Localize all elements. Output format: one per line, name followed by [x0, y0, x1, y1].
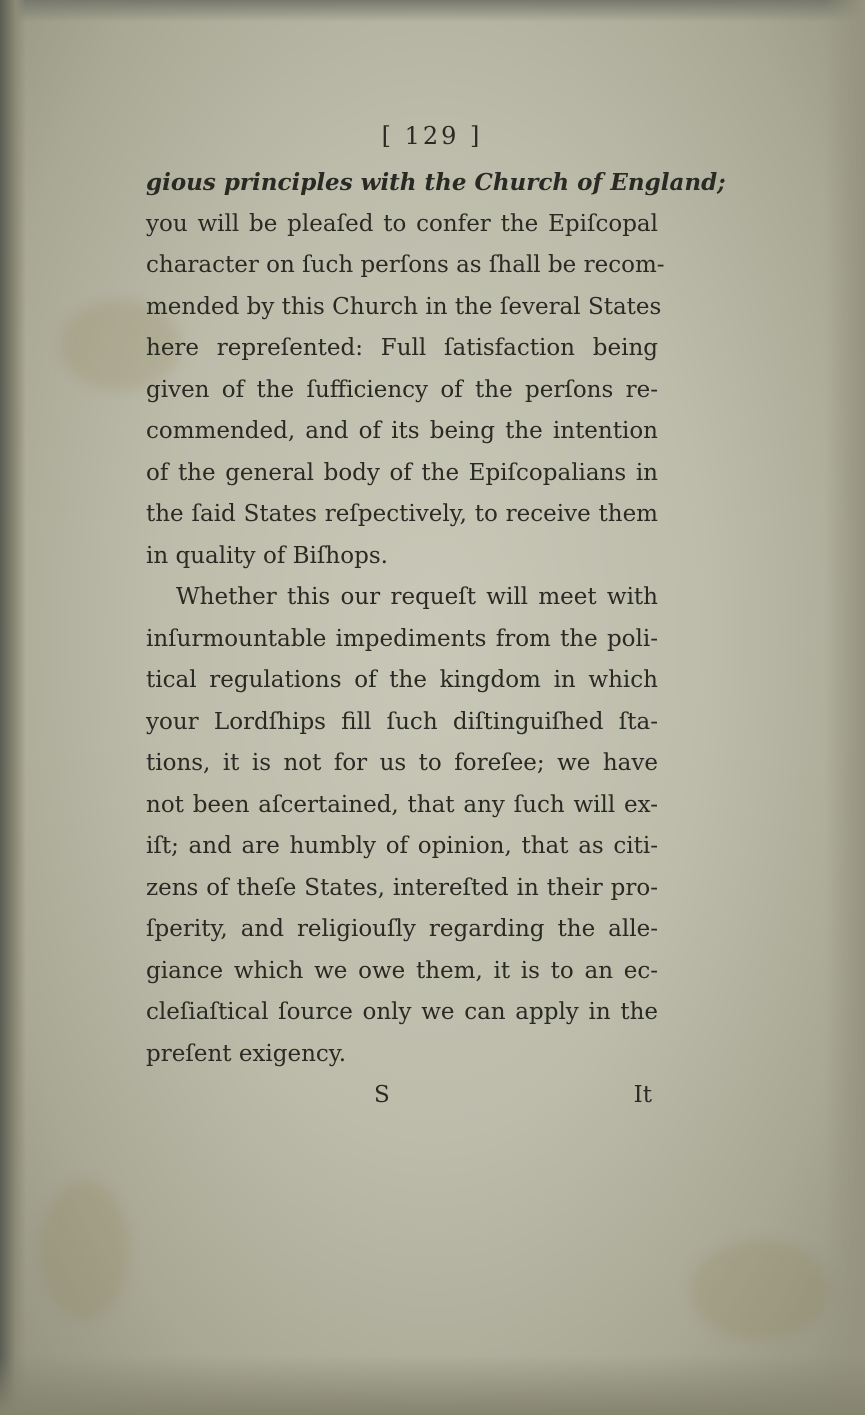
text-line: your Lordſhips fill ſuch diſtinguiſhed ſta- — [146, 708, 658, 735]
text-line: preſent exigency. — [146, 1040, 347, 1067]
text-line: gious principles with the Church of England; — [146, 169, 726, 196]
text-line: given of the ſufficiency of the perſons re- — [146, 376, 658, 403]
text-line: mended by this Church in the ſeveral States — [146, 293, 662, 320]
paper-stain — [690, 1240, 830, 1340]
text-line: of the general body of the Epiſcopalians in — [146, 459, 658, 486]
text-line: giance which we owe them, it is to an ec- — [146, 957, 658, 984]
catchword: It — [633, 1082, 652, 1108]
page-bottom-shadow — [0, 1355, 865, 1415]
text-line: here repreſented: Full ſatisfaction being — [146, 335, 658, 361]
page-number: [ 129 ] — [381, 122, 483, 150]
text-line: the ſaid States reſpectively, to receive them — [146, 501, 658, 527]
page-top-shadow — [0, 0, 865, 22]
text-line: in quality of Biſhops. — [146, 542, 388, 569]
text-line: inſurmountable impediments from the poli- — [146, 625, 658, 652]
text-line: zens of theſe States, intereſted in their pro- — [146, 874, 658, 901]
page-footer — [146, 1082, 658, 1122]
text-line: commended, and of its being the intention — [146, 418, 658, 444]
paragraph-start-line: Whether this our requeſt will meet with — [176, 584, 658, 610]
page-body — [146, 110, 726, 1075]
paper-stain — [40, 1180, 130, 1320]
text-line: tions, it is not for us to foreſee; we have — [146, 750, 658, 776]
page-left-edge — [0, 0, 26, 1415]
text-line: you will be pleaſed to confer the Epiſcopal — [146, 210, 658, 237]
page-right-edge — [825, 0, 865, 1415]
text-line: iſt; and are humbly of opinion, that as citi- — [146, 833, 658, 859]
text-line: cleſiaſtical ſource only we can apply in the — [146, 999, 658, 1025]
text-line: tical regulations of the kingdom in which — [146, 667, 658, 693]
text-line: character on ſuch perſons as ſhall be recom- — [146, 252, 665, 278]
signature-mark: S — [374, 1082, 390, 1108]
text-line: not been aſcertained, that any ſuch will ex- — [146, 791, 658, 818]
text-line: ſperity, and religiouſly regarding the alle- — [146, 916, 658, 942]
